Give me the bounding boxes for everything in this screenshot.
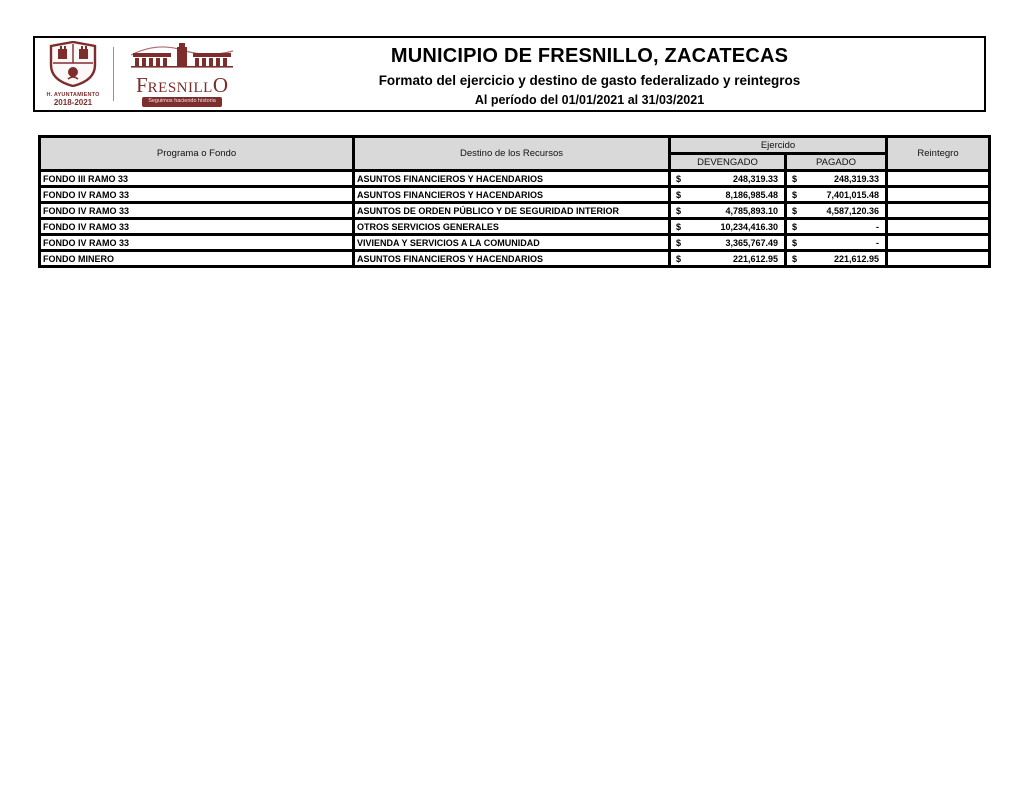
pagado-amount: -: [876, 221, 880, 232]
header-row-1: [40, 137, 990, 154]
page-title: MUNICIPIO DE FRESNILLO, ZACATECAS: [390, 45, 789, 67]
programa-cell: FONDO IV RAMO 33: [40, 203, 354, 219]
devengado-cell: [670, 187, 786, 203]
reintegro-cell: [887, 219, 990, 235]
devengado-cell: [670, 203, 786, 219]
col-header-ejercido: Ejercido: [670, 137, 887, 154]
pagado-cell: [786, 251, 887, 267]
destino-cell: OTROS SERVICIOS GENERALES: [354, 219, 670, 235]
title-block: [225, 42, 954, 107]
pagado-cell: [786, 171, 887, 187]
devengado-cell: [670, 235, 786, 251]
pagado-amount: -: [876, 237, 880, 248]
col-header-destino: Destino de los Recursos: [354, 137, 670, 171]
col-header-pagado: PAGADO: [786, 154, 887, 171]
pagado-amount: 221,612.95: [833, 253, 880, 264]
destino-cell: ASUNTOS FINANCIEROS Y HACENDARIOS: [354, 187, 670, 203]
currency-symbol: $: [676, 173, 682, 184]
devengado-cell: [670, 219, 786, 235]
currency-symbol: $: [676, 221, 682, 232]
currency-symbol: $: [676, 205, 682, 216]
programa-cell: FONDO IV RAMO 33: [40, 187, 354, 203]
document-header: [33, 36, 986, 112]
pagado-cell: [786, 235, 887, 251]
table-row: [40, 171, 990, 187]
table-row: [40, 219, 990, 235]
devengado-amount: 3,365,767.49: [725, 237, 778, 248]
currency-symbol: $: [676, 189, 682, 200]
reintegro-cell: [887, 251, 990, 267]
wordmark-initial: F: [135, 73, 148, 98]
reintegro-cell: [887, 203, 990, 219]
wordmark-final: O: [212, 73, 229, 98]
programa-cell: FONDO IV RAMO 33: [40, 235, 354, 251]
currency-symbol: $: [792, 173, 798, 184]
pagado-amount: 248,319.33: [833, 173, 880, 184]
page-subtitle: Formato del ejercicio y destino de gasto federalizado y reintegros: [378, 73, 801, 88]
table-row: [40, 235, 990, 251]
devengado-cell: [670, 251, 786, 267]
wordmark-middle: RESNILL: [147, 80, 213, 97]
programa-cell: FONDO MINERO: [40, 251, 354, 267]
destino-cell: ASUNTOS FINANCIEROS Y HACENDARIOS: [354, 171, 670, 187]
col-header-reintegro: Reintegro: [887, 137, 990, 171]
pagado-cell: [786, 203, 887, 219]
col-header-devengado: DEVENGADO: [670, 154, 786, 171]
fresnillo-wordmark: [136, 75, 228, 96]
currency-symbol: $: [792, 237, 798, 248]
destino-cell: ASUNTOS FINANCIEROS Y HACENDARIOS: [354, 251, 670, 267]
table-row: [40, 203, 990, 219]
city-coat-of-arms: [40, 41, 106, 107]
reintegro-cell: [887, 187, 990, 203]
col-header-programa: Programa o Fondo: [40, 137, 354, 171]
coat-of-arms-icon: [48, 41, 98, 92]
devengado-amount: 4,785,893.10: [725, 205, 778, 216]
devengado-amount: 248,319.33: [732, 173, 778, 184]
devengado-amount: 10,234,416.30: [720, 221, 778, 232]
report-period: Al período del 01/01/2021 al 31/03/2021: [474, 93, 705, 107]
currency-symbol: $: [792, 253, 798, 264]
currency-symbol: $: [792, 205, 798, 216]
currency-symbol: $: [792, 189, 798, 200]
fresnillo-building-icon: [127, 41, 237, 74]
expenditure-table: [38, 135, 991, 268]
destino-cell: VIVIENDA Y SERVICIOS A LA COMUNIDAD: [354, 235, 670, 251]
pagado-amount: 7,401,015.48: [826, 189, 880, 200]
table-row: [40, 187, 990, 203]
pagado-cell: [786, 219, 887, 235]
pagado-cell: [786, 187, 887, 203]
logo-area: [40, 41, 243, 107]
destino-cell: ASUNTOS DE ORDEN PÚBLICO Y DE SEGURIDAD INTERIOR: [354, 203, 670, 219]
devengado-amount: 8,186,985.48: [725, 189, 778, 200]
programa-cell: FONDO III RAMO 33: [40, 171, 354, 187]
currency-symbol: $: [676, 253, 682, 264]
programa-cell: FONDO IV RAMO 33: [40, 219, 354, 235]
ayuntamiento-label: H. AYUNTAMIENTO: [46, 91, 100, 98]
coat-of-arms-caption: [46, 93, 99, 107]
term-years-label: 2018-2021: [53, 97, 93, 107]
currency-symbol: $: [676, 237, 682, 248]
logo-divider: [113, 47, 114, 101]
devengado-cell: [670, 171, 786, 187]
table-row: [40, 251, 990, 267]
reintegro-cell: [887, 235, 990, 251]
fresnillo-tagline: Seguimos haciendo historia: [142, 97, 222, 107]
currency-symbol: $: [792, 221, 798, 232]
devengado-amount: 221,612.95: [732, 253, 778, 264]
pagado-amount: 4,587,120.36: [826, 205, 880, 216]
reintegro-cell: [887, 171, 990, 187]
